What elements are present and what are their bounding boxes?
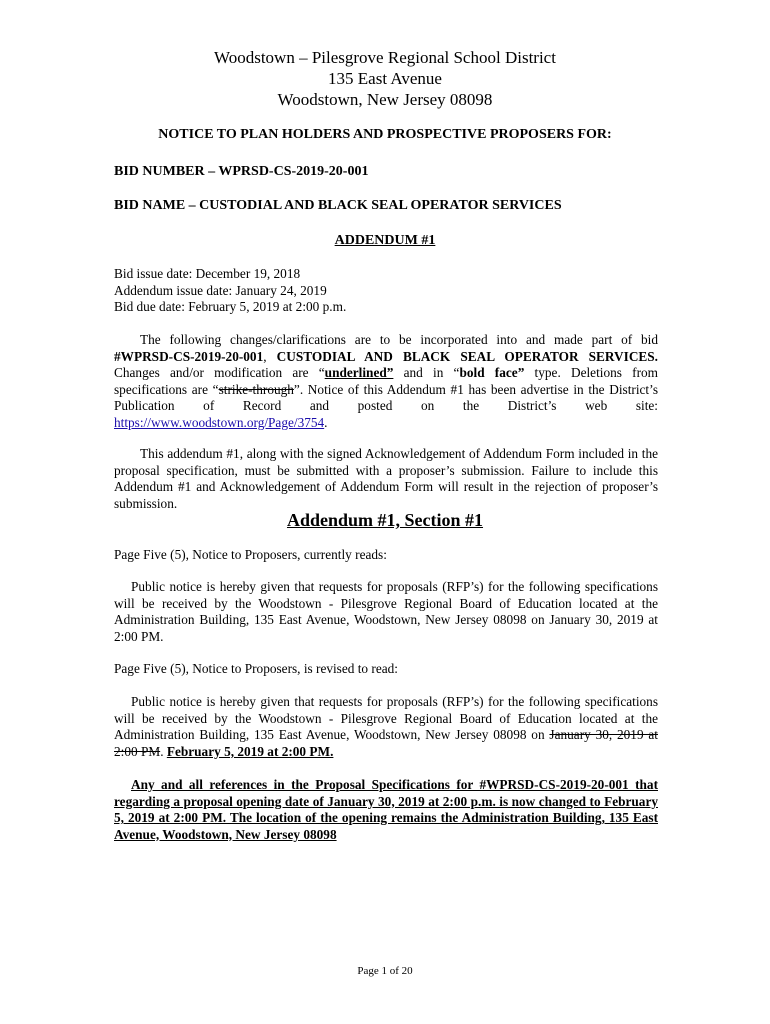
bold-face-example: bold face” — [459, 365, 525, 380]
bid-reference: #WPRSD-CS-2019-20-001 — [114, 348, 264, 364]
bid-due-date: Bid due date: February 5, 2019 at 2:00 p.m. — [114, 299, 347, 314]
district-street: 135 East Avenue — [328, 69, 442, 88]
underlined-example: underlined” — [324, 365, 394, 380]
revised-reads-label: Page Five (5), Notice to Proposers, is revised to read: — [114, 661, 398, 676]
acknowledgement-paragraph: This addendum #1, along with the signed Acknowledgement of Addendum Form included in the proposal specification, must be submitted with a proposer’s submission. Failure to include this Addendum #1 and Acknowledgement of Addendum Form will result in the rejection of proposer’s submission. — [114, 446, 658, 511]
revised-notice-text: Public notice is hereby given that requests for proposals (RFP’s) for the following specifications will be received by the Woodstown - Pilesgrove Regional Board of Education located at the Administration Building, 135 East Avenue, Woodstown, New Jersey 08098 on January 30, 2019 at 2:00 PM. February 5, 2019 at 2:00 PM. — [114, 694, 659, 759]
final-notice: Any and all references in the Proposal Specifications for #WPRSD-CS-2019-20-001 that regarding a proposal opening date of January 30, 2019 at 2:00 p.m. is now changed to February 5, 2019 at 2:00 PM. The location of the opening remains the Administration Building, 135 East Avenue, Woodstown, New Jersey 08098 — [114, 777, 658, 842]
district-city: Woodstown, New Jersey 08098 — [277, 90, 493, 109]
district-header — [0, 47, 770, 110]
addendum-title: ADDENDUM #1 — [334, 233, 436, 248]
changes-paragraph: The following changes/clarifications are to be incorporated into and made part of bid #WPRSD-CS-2019-20-001, CUSTODIAL AND BLACK SEAL OPERATOR SERVICES. Changes and/or modification are “underlined” and in “bold face” type. Deletions from specifications are “strike-through”. Notice of this Addendum #1 has been advertise in the District’s Publication of Record and posted on the District’s web site: https://www.woodstown.org/Page/3754. — [114, 332, 659, 430]
bid-name-bold: CUSTODIAL AND BLACK SEAL OPERATOR SERVICES. — [276, 348, 659, 364]
addendum-issue-date: Addendum issue date: January 24, 2019 — [114, 282, 327, 298]
section-title: Addendum #1, Section #1 — [286, 510, 484, 530]
page-number: Page 1 of 20 — [357, 965, 413, 977]
strike-through-example: strike-through — [218, 381, 294, 397]
bid-dates — [114, 266, 658, 316]
new-date: February 5, 2019 at 2:00 PM. — [166, 743, 334, 759]
notice-title: NOTICE TO PLAN HOLDERS AND PROSPECTIVE PROPOSERS FOR: — [158, 127, 612, 142]
bid-name: BID NAME – CUSTODIAL AND BLACK SEAL OPERATOR SERVICES — [114, 198, 562, 213]
district-website-link[interactable]: https://www.woodstown.org/Page/3754 — [114, 414, 325, 430]
currently-reads-label: Page Five (5), Notice to Proposers, currently reads: — [114, 547, 387, 562]
bid-number: BID NUMBER – WPRSD-CS-2019-20-001 — [114, 164, 369, 179]
bid-issue-date: Bid issue date: December 19, 2018 — [114, 266, 301, 281]
district-name: Woodstown – Pilesgrove Regional School District — [214, 48, 556, 67]
current-notice-text: Public notice is hereby given that requests for proposals (RFP’s) for the following specifications will be received by the Woodstown - Pilesgrove Regional Board of Education located at the Administration Building, 135 East Avenue, Woodstown, New Jersey 08098 on January 30, 2019 at 2:00 PM. — [114, 579, 658, 644]
struck-date: January 30, 2019 at 2:00 PM — [114, 727, 659, 759]
changes-intro: The following changes/clarifications are to be incorporated into and made part of bid — [140, 332, 658, 347]
